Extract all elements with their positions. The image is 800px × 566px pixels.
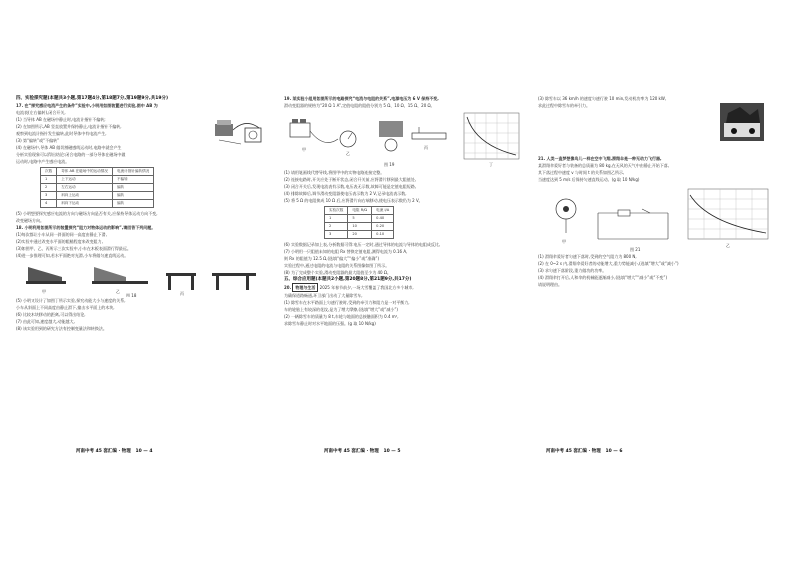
- table-cell: 不偏转: [112, 176, 153, 184]
- text-line: 车的轮胎上有较深的花纹,是为了增大摩擦,(选填“增大”或“减小”): [284, 307, 398, 312]
- table-cell: 4: [41, 200, 57, 208]
- q18-figure: [16, 259, 266, 297]
- figure-label: 甲: [302, 147, 306, 152]
- text-line: (2) 在如图所示,AB 竖直放置并保持静止,电流计指针不偏转,: [16, 124, 122, 129]
- text-line: 求除雪车静止时对水平地面的压强。(g 取 10 N/kg): [284, 321, 376, 326]
- q17-figure-area: [16, 116, 266, 144]
- text-line: 电流表(左右偏转),闭合开关,: [16, 110, 66, 115]
- text-line: (6) 比较木块移动的距离,可以得出结论,: [16, 312, 86, 317]
- table-cell: 斜向下运动: [57, 200, 113, 208]
- text-line: 改变磁场方向。: [16, 218, 44, 223]
- text-line: (5) 小明想要探究感应电流的方向与磁场方向是否有关,应保持导体运动方向不变,: [16, 211, 158, 216]
- text-line: (3) 求匀速下落阶段,重力做功的功率。: [538, 268, 607, 273]
- q17-table: [40, 167, 154, 208]
- figure-caption: 图 21: [630, 247, 641, 252]
- text-line: (1)每次都让小车从同一斜面的同一高度由静止下滑,: [16, 232, 107, 237]
- table-cell: 上下运动: [57, 176, 113, 184]
- table-cell: 1: [41, 176, 57, 184]
- table-row: [41, 200, 154, 208]
- text-line: (4) 滑翔伞打开后,人和伞的机械能逐渐减小,(选填“增大”“减小”或“不变”): [538, 275, 668, 280]
- question-18: [16, 224, 266, 332]
- text-line: 17. 在“探究感应电流产生的条件”实验中,小明用如图装置进行实验,图中 AB 为: [16, 103, 158, 108]
- text-line: (1) 滑翔伞爱好者匀速下落时,受到的空气阻力为 800 N,: [538, 254, 637, 259]
- text-line: 分析实验现象可以得出结论:闭合电路的一部分导体在磁场中做: [16, 152, 126, 157]
- text-line: (3)如图甲、乙、丙所示三次实验中,小车在木板表面滑行得最远。: [16, 246, 131, 251]
- table-cell: 偏转: [112, 200, 153, 208]
- text-line: (2) 在 0~2 s 内,滑翔伞爱好者的动能增大,重力势能减小,(选填“增大”或“减小”): [538, 261, 679, 266]
- table-cell: 偏转: [112, 184, 153, 192]
- footer-exam-title: 河南中考 45 套汇编 · 物理: [546, 449, 601, 454]
- figure-label: 丁: [489, 162, 493, 167]
- text-line: 小车从斜面上不同高度由静止滑下,撞击水平面上的木块,: [16, 305, 115, 310]
- text-line: (2) 连接电路时,开关应处于断开状态,闭合开关前,应将滑片移到最大阻值处,: [284, 177, 417, 182]
- text-line: (7) 小明用一只阻值未知的电阻 Rx 替换定值电阻,测得电流为 0.16 A,: [284, 249, 408, 254]
- text-line: (3) 除雪车以 36 km/h 的速度匀速行驶 10 min,发动机功率为 120 kW,: [538, 96, 667, 101]
- table-row: [41, 192, 154, 200]
- text-line: (5) 将 5 Ω 的电阻换成 10 Ω 后,应将滑片向右端移动,使电压表示数仍为 2 V。: [284, 198, 423, 203]
- figure-caption: 图 19: [384, 162, 395, 167]
- table-row: [41, 176, 154, 184]
- snow-plow-photo-image: [720, 103, 764, 141]
- footer-exam-title: 河南中考 45 套汇编 · 物理: [324, 449, 379, 454]
- table-cell: 3: [325, 231, 348, 239]
- induction-apparatus-figure: [211, 110, 266, 148]
- table-cell: 1: [325, 215, 348, 223]
- table-cell: 斜向上运动: [57, 192, 113, 200]
- q19-table: [324, 206, 394, 239]
- question-17: [16, 102, 266, 224]
- table-cell: 0.20: [372, 223, 394, 231]
- text-line: 则 Rx 的阻值为 12.5 Ω,(选填“偏大”“偏小”或“准确”): [284, 256, 380, 261]
- text-line: (1) 当导体 AB 在磁场中静止时,电流计指针不偏转;: [16, 117, 106, 122]
- text-line: (7) 由此可知,速度越大,动能越大,: [16, 319, 75, 324]
- table-header-cell: 电阻 R/Ω: [348, 207, 372, 215]
- table-row: [325, 223, 394, 231]
- figure-label: 丙: [180, 291, 184, 296]
- table-header-cell: 电流计指针偏转情况: [112, 168, 153, 176]
- table-cell: 2: [41, 184, 57, 192]
- middle-column: [284, 95, 524, 455]
- table-cell: 10: [348, 223, 372, 231]
- text-line: (5) 小明又设计了如图丁所示实验,探究动能大小与速度的关系,: [16, 298, 126, 303]
- table-cell: 0.10: [372, 231, 394, 239]
- text-line: (1) 除雪车在水平路面上匀速行驶时,受到的牵引力和阻力是一对平衡力,: [284, 300, 410, 305]
- text-line: (8) 该实验用到的研究方法有控制变量法和转换法。: [16, 326, 107, 331]
- figure-label: 甲: [562, 239, 566, 244]
- text-line: (4) 在磁场中,导体 AB 做切割磁感线运动时,电路中就会产生: [16, 145, 122, 150]
- text-line: (3) 闭合开关后,发现电流表有示数,电压表无示数,故障可能是定值电阻短路,: [284, 184, 417, 189]
- text-line: 请说明理由。: [538, 282, 562, 287]
- text-line: 某滑翔伞爱好者与装备的总质量为 80 kg,在无风的天气中由静止开始下落,: [538, 163, 670, 168]
- footer-page-number: 10 — 6: [605, 449, 623, 454]
- table-cell: 左右运动: [57, 184, 113, 192]
- table-cell: 0.40: [372, 215, 394, 223]
- q20-continued: [538, 95, 790, 155]
- text-line: (4)进一步推理可知,若水平面绝对光滑,小车将做匀速直线运动。: [16, 253, 129, 258]
- section-heading: 四、实验探究题(本题共3小题,第17题4分,第18题7分,第19题9分,共19分): [16, 96, 169, 101]
- table-cell: 2: [325, 223, 348, 231]
- figure-caption: 图 18: [126, 293, 137, 297]
- left-column: [16, 95, 266, 455]
- page-footer: [546, 448, 622, 455]
- exam-sheet: [0, 95, 800, 455]
- footer-page-number: 10 — 5: [383, 449, 401, 454]
- topic-tag: 物理与生活: [292, 283, 318, 292]
- table-cell: 20: [348, 231, 372, 239]
- text-line: 18. 小明利用如图所示的装置探究“阻力对物体运动的影响”,请回答下列问题。: [16, 225, 156, 230]
- text-line: 观察到电流计指针发生偏转,此时导体中有电流产生,: [16, 131, 107, 136]
- text-line: 19. 某实验小组用如图所示的电路探究“电流与电阻的关系”,电源电压为 6 V 保持不变,: [284, 96, 439, 101]
- table-header-cell: 实验次数: [325, 207, 348, 215]
- table-header-cell: 导体 AB 在磁场中的运动情况: [57, 168, 113, 176]
- right-column: [538, 95, 790, 455]
- question-20-heading: 20. 物理与生活 2025 年春节前夕,一场大雪覆盖了我国北方多个城市,: [284, 285, 414, 290]
- text-line: 当速度达到 5 m/s 后保持匀速直线运动。(g 取 10 N/kg): [538, 177, 640, 182]
- table-header-cell: 次数: [41, 168, 57, 176]
- table-cell: 偏转: [112, 192, 153, 200]
- text-line: (3) 第“偏转”或“不偏转”: [16, 138, 60, 143]
- figure-label: 乙: [116, 289, 120, 294]
- text-line: (8) 为了完成整个实验,滑动变阻器的最大阻值至少为 40 Ω。: [284, 270, 391, 275]
- table-header-cell: 电流 I/A: [372, 207, 394, 215]
- table-header-row: [41, 168, 154, 176]
- table-cell: 3: [41, 192, 57, 200]
- page-footer: [76, 448, 152, 455]
- table-header-row: [325, 207, 394, 215]
- figure-label: 乙: [726, 243, 730, 248]
- text-line: (4) 排除故障后,调节滑动变阻器使电压表示数为 2 V,记录电流表示数,: [284, 191, 407, 196]
- text-line: 为确保道路畅通,环卫部门出动了大量除雪车,: [284, 293, 363, 298]
- text-line: 其下落过程中速度 v 与时间 t 的关系如图乙所示,: [538, 170, 625, 175]
- text-line: (2) 一辆除雪车的质量为 8 t,车轮与地面的总接触面积为 0.4 m²,: [284, 314, 399, 319]
- table-row: [41, 184, 154, 192]
- q21-figure: [538, 183, 788, 253]
- snow-plow-photo: [720, 103, 764, 141]
- section-heading: 五、综合应用题(本题共2小题,第20题8分,第21题9分,共17分): [284, 277, 412, 282]
- q19-figure: [284, 109, 524, 169]
- text-line: 21. 人类一直梦想像鸟儿一样在空中飞翔,滑翔伞是一种无动力飞行器,: [538, 156, 662, 161]
- figure-label: 丙: [424, 145, 428, 150]
- text-line: 实验过程中,通过电阻的电流与电阻的关系图像如图丁所示。: [284, 263, 390, 268]
- table-row: [325, 215, 394, 223]
- table-cell: 5: [348, 215, 372, 223]
- text-line: (6) 实验数据记录如上表,分析数据可得:电压一定时,通过导体的电流与导体的电阻成反比,: [284, 242, 441, 247]
- page-footer: [324, 448, 400, 455]
- text-line: 运动时,电路中产生感应电流。: [16, 159, 70, 164]
- text-line: (1) 请用笔画线代替导线,将图甲中的实物电路连接完整。: [284, 170, 385, 175]
- table-row: [325, 231, 394, 239]
- text-line: 滑动变阻器的规格为“20 Ω 1 A”,定值电阻的阻值分别为 5 Ω、10 Ω、15 Ω、20 Ω。: [284, 103, 435, 108]
- figure-label: 甲: [42, 289, 46, 294]
- footer-page-number: 10 — 4: [135, 449, 153, 454]
- figure-label: 乙: [346, 151, 350, 156]
- text-line: (2)实验中通过改变水平面的粗糙程度来改变阻力,: [16, 239, 103, 244]
- text-line: 求此过程中除雪车的牵引力。: [538, 103, 590, 108]
- footer-exam-title: 河南中考 45 套汇编 · 物理: [76, 449, 131, 454]
